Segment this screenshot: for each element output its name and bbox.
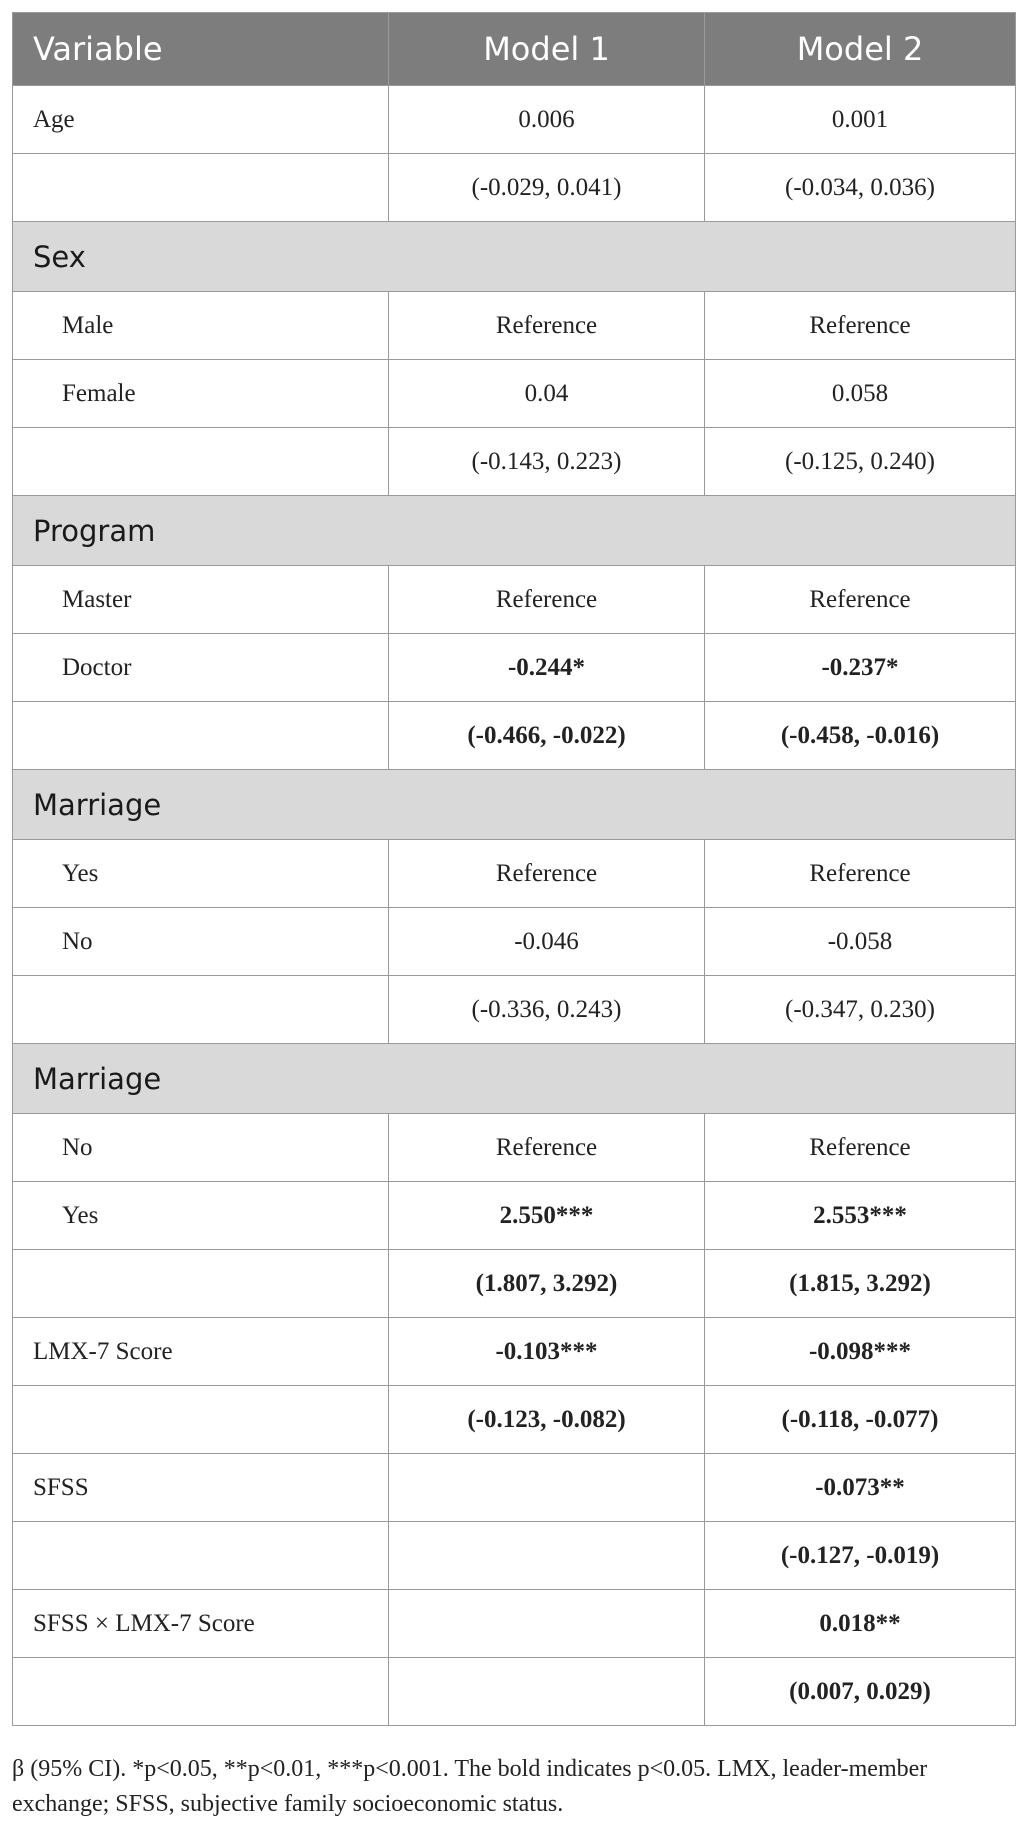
model-2-cell: (0.007, 0.029): [705, 1658, 1016, 1726]
model-2-cell: (-0.034, 0.036): [705, 154, 1016, 222]
model-2-cell: 0.018**: [705, 1590, 1016, 1658]
variable-cell: [13, 154, 389, 222]
group-label: Marriage: [13, 770, 1016, 840]
model-1-cell: 0.04: [389, 360, 705, 428]
variable-cell: No: [13, 1114, 389, 1182]
model-1-cell: (-0.143, 0.223): [389, 428, 705, 496]
model-2-cell: Reference: [705, 566, 1016, 634]
table-row: [13, 154, 1016, 222]
table-row: [13, 976, 1016, 1044]
table-row: [13, 1658, 1016, 1726]
model-2-cell: (-0.347, 0.230): [705, 976, 1016, 1044]
model-1-cell: (-0.029, 0.041): [389, 154, 705, 222]
model-1-cell: [389, 1454, 705, 1522]
variable-cell: [13, 702, 389, 770]
model-2-cell: (1.815, 3.292): [705, 1250, 1016, 1318]
model-2-cell: (-0.125, 0.240): [705, 428, 1016, 496]
model-1-cell: (-0.336, 0.243): [389, 976, 705, 1044]
model-1-cell: Reference: [389, 292, 705, 360]
table-row: [13, 1590, 1016, 1658]
regression-table-container: [12, 12, 1015, 1726]
group-label: Sex: [13, 222, 1016, 292]
table-row: [13, 1114, 1016, 1182]
variable-cell: Doctor: [13, 634, 389, 702]
variable-cell: LMX-7 Score: [13, 1318, 389, 1386]
variable-cell: Male: [13, 292, 389, 360]
variable-cell: Yes: [13, 840, 389, 908]
table-row: [13, 566, 1016, 634]
model-2-cell: 0.001: [705, 86, 1016, 154]
group-label: Program: [13, 496, 1016, 566]
model-1-cell: [389, 1658, 705, 1726]
table-row: [13, 1386, 1016, 1454]
regression-table: [12, 12, 1016, 1726]
variable-cell: No: [13, 908, 389, 976]
table-row: [13, 86, 1016, 154]
model-1-cell: (-0.466, -0.022): [389, 702, 705, 770]
table-group-row: [13, 222, 1016, 292]
table-group-row: [13, 496, 1016, 566]
model-2-cell: Reference: [705, 292, 1016, 360]
variable-cell: Master: [13, 566, 389, 634]
table-row: [13, 840, 1016, 908]
model-2-cell: Reference: [705, 840, 1016, 908]
model-2-cell: -0.237*: [705, 634, 1016, 702]
model-1-cell: [389, 1522, 705, 1590]
table-row: [13, 908, 1016, 976]
model-2-cell: (-0.127, -0.019): [705, 1522, 1016, 1590]
variable-cell: [13, 1250, 389, 1318]
model-1-cell: (1.807, 3.292): [389, 1250, 705, 1318]
model-2-cell: -0.073**: [705, 1454, 1016, 1522]
model-2-cell: -0.058: [705, 908, 1016, 976]
table-row: [13, 428, 1016, 496]
variable-cell: [13, 1658, 389, 1726]
variable-cell: Age: [13, 86, 389, 154]
table-row: [13, 1250, 1016, 1318]
variable-cell: Female: [13, 360, 389, 428]
table-header-row: [13, 13, 1016, 86]
table-group-row: [13, 1044, 1016, 1114]
variable-cell: [13, 428, 389, 496]
table-row: [13, 1318, 1016, 1386]
model-2-cell: 2.553***: [705, 1182, 1016, 1250]
model-2-cell: (-0.458, -0.016): [705, 702, 1016, 770]
variable-cell: [13, 976, 389, 1044]
table-row: [13, 1522, 1016, 1590]
group-label: Marriage: [13, 1044, 1016, 1114]
table-row: [13, 292, 1016, 360]
model-1-cell: -0.103***: [389, 1318, 705, 1386]
model-2-cell: -0.098***: [705, 1318, 1016, 1386]
model-1-cell: 2.550***: [389, 1182, 705, 1250]
table-group-row: [13, 770, 1016, 840]
model-1-cell: Reference: [389, 1114, 705, 1182]
table-footnote: β (95% CI). *p<0.05, **p<0.01, ***p<0.001. The bold indicates p<0.05. LMX, leader-member exchange; SFSS, subjective family socioeconomic status.: [12, 1756, 928, 1817]
model-1-cell: Reference: [389, 566, 705, 634]
model-2-cell: Reference: [705, 1114, 1016, 1182]
model-1-cell: Reference: [389, 840, 705, 908]
model-1-cell: (-0.123, -0.082): [389, 1386, 705, 1454]
model-1-cell: -0.244*: [389, 634, 705, 702]
variable-cell: [13, 1386, 389, 1454]
model-1-cell: 0.006: [389, 86, 705, 154]
table-body: [13, 86, 1016, 1726]
table-row: [13, 360, 1016, 428]
variable-cell: [13, 1522, 389, 1590]
table-row: [13, 702, 1016, 770]
model-2-cell: (-0.118, -0.077): [705, 1386, 1016, 1454]
variable-cell: SFSS × LMX-7 Score: [13, 1590, 389, 1658]
table-row: [13, 1454, 1016, 1522]
header-variable: Variable: [13, 13, 389, 86]
variable-cell: Yes: [13, 1182, 389, 1250]
table-row: [13, 634, 1016, 702]
variable-cell: SFSS: [13, 1454, 389, 1522]
model-2-cell: 0.058: [705, 360, 1016, 428]
header-model-2: Model 2: [705, 13, 1016, 86]
table-row: [13, 1182, 1016, 1250]
model-1-cell: -0.046: [389, 908, 705, 976]
model-1-cell: [389, 1590, 705, 1658]
header-model-1: Model 1: [389, 13, 705, 86]
